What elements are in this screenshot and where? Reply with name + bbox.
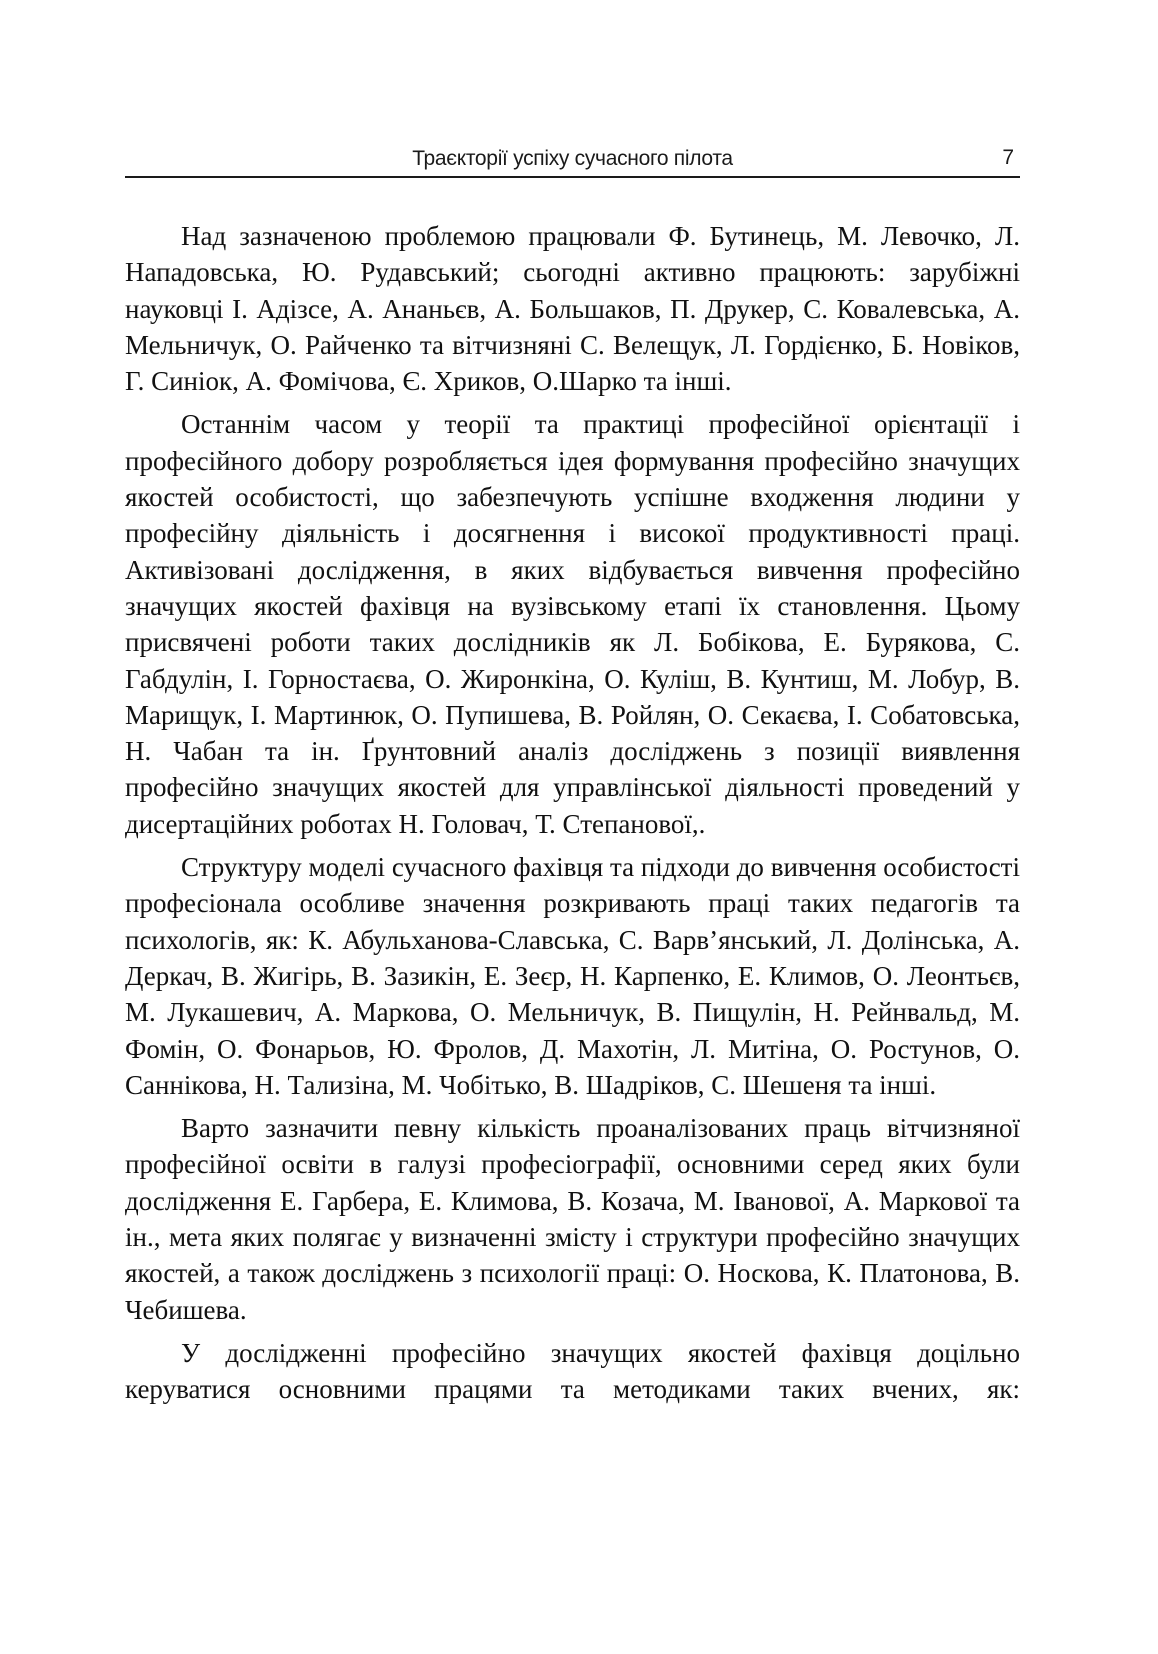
paragraph: Структуру моделі сучасного фахівця та підходи до вивчення особистості професіонала особливе значення розкривають праці таких педагогів та психологів, як: К. Абульханова-Славська, С. Варв’янський, Л. Долінська, А. Деркач, В. Жигірь, В. Зазикін, Е. Зеєр, Н. Карпенко, Е. Климов, О. Леонтьєв, М. Лукашевич, А. Маркова, О. Мельничук, В. Пищулін, Н. Рейнвальд, М. Фомін, О. Фонарьов, Ю. Фролов, Д. Махотін, Л. Митіна, О. Ростунов, О. Саннікова, Н. Тализіна, М. Чобітько, В. Шадріков, С. Шешеня та інші. <box>125 852 1020 1100</box>
body-text <box>125 218 1020 1415</box>
page-number: 7 <box>1002 146 1014 169</box>
running-header <box>125 140 1020 178</box>
paragraph: У дослідженні професійно значущих якостей фахівця доцільно керуватися основними працями та методиками таких вчених, як: <box>125 1337 1020 1405</box>
paragraph: Останнім часом у теорії та практиці професійної орієнтації і професійного добору розробляється ідея формування професійно значущих якостей особистості, що забезпечують успішне входження людини у професійну діяльність і досягнення і високої продуктивності праці. Активізовані дослідження, в яких відбувається вивчення професійно значущих якостей фахівця на вузівському етапі їх становлення. Цьому присвячені роботи таких дослідників як Л. Бобікова, Е. Бурякова, С. Габдулін, І. Горностаєва, О. Жиронкіна, О. Куліш, В. Кунтиш, М. Лобур, В. Марищук, І. Мартинюк, О. Пупишева, В. Ройлян, О. Секаєва, І. Собатовська, Н. Чабан та ін. Ґрунтовний аналіз досліджень з позиції виявлення професійно значущих якостей для управлінської діяльності проведений у дисертаційних роботах Н. Головач, Т. Степанової,. <box>125 409 1020 839</box>
running-title: Траєкторії успіху сучасного пілота <box>412 147 733 170</box>
paragraph: Варто зазначити певну кількість проаналізованих праць вітчизняної професійної освіти в галузі професіографії, основними серед яких були дослідження Е. Гарбера, Е. Климова, В. Козача, М. Іванової, А. Маркової та ін., мета яких полягає у визначенні змісту і структури професійно значущих якостей, а також досліджень з психології праці: О. Носкова, К. Платонова, В. Чебишева. <box>125 1113 1020 1325</box>
paragraph: Над зазначеною проблемою працювали Ф. Бутинець, М. Левочко, Л. Нападовська, Ю. Рудавський; сьогодні активно працюють: зарубіжні науковці І. Адізсе, А. Ананьєв, А. Большаков, П. Друкер, С. Ковалевська, А. Мельничук, О. Райченко та вітчизняні С. Велещук, Л. Гордієнко, Б. Новіков, Г. Синіок, А. Фомічова, Є. Хриков, О.Шарко та інші. <box>125 221 1020 397</box>
